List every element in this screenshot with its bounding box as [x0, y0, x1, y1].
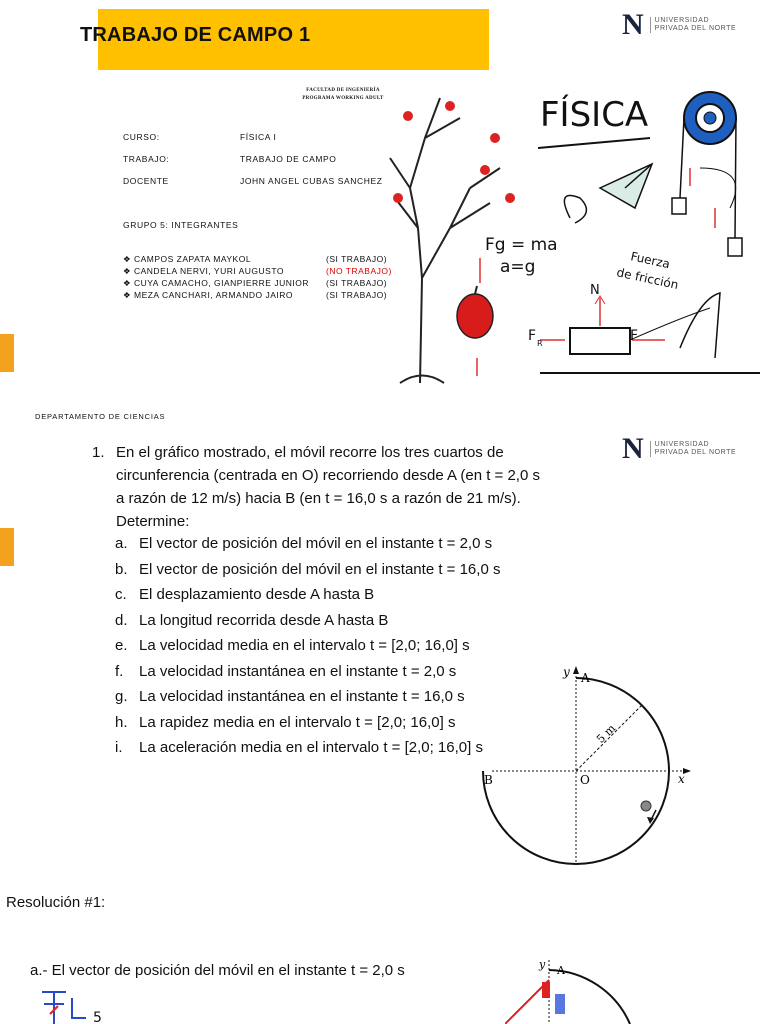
list-item: ❖ CANDELA NERVI, YURI AUGUSTO (NO TRABAJO) [123, 266, 392, 276]
point-a-label: A [581, 671, 590, 685]
partial-y-label: y [539, 958, 546, 971]
curso-label: CURSO: [123, 132, 160, 142]
list-item: f. La velocidad instantánea en el instante t = 2,0 s [115, 662, 457, 680]
friction-block-icon [540, 293, 760, 373]
friction-force-label: F [528, 328, 537, 344]
page-title: TRABAJO DE CAMPO 1 [80, 24, 311, 46]
paper-plane-icon [600, 164, 652, 208]
problem-statement [92, 441, 547, 533]
side-tab [0, 334, 14, 372]
partial-diagram [505, 956, 635, 1024]
list-item: b. El vector de posición del móvil en el instante t = 16,0 s [115, 560, 501, 578]
group-heading: GRUPO 5: INTEGRANTES [123, 220, 239, 230]
partial-a-label: A [557, 964, 565, 977]
apple-tree-icon [390, 98, 500, 383]
list-item: i. La aceleración media en el intervalo t = [2,0; 16,0] s [115, 739, 483, 756]
fuerza-label: Fuerza [629, 249, 672, 272]
friction-force-sub: R [537, 339, 543, 348]
problem-text: En el gráfico mostrado, el móvil recorre los tres cuartos de circunferencia (centrada en O) recorriendo desde A (en t = 2,0 s a razón de 12 m/s) hacia B (en t = 16,0 s a razón de 21 m/s). Determine: [116, 444, 540, 530]
docente-value: JOHN ANGEL CUBAS SANCHEZ [240, 176, 383, 186]
resolution-heading: Resolución #1: [6, 894, 106, 911]
department-label: DEPARTAMENTO DE CIENCIAS [35, 412, 166, 421]
list-item: e. La velocidad media en el intervalo t = [2,0; 16,0] s [115, 637, 470, 654]
trabajo-value: TRABAJO DE CAMPO [240, 154, 337, 164]
trabajo-label: TRABAJO: [123, 154, 170, 164]
equation-a: a=g [500, 257, 536, 277]
list-item: d. La longitud recorrida desde A hasta B [115, 611, 389, 629]
logo-n-icon: N [622, 432, 644, 465]
normal-force-label: N [590, 283, 600, 298]
physics-illustration [380, 78, 765, 388]
resolution-part-a: a.- El vector de posición del móvil en el instante t = 2,0 s [30, 962, 405, 979]
axis-y-label: y [563, 665, 570, 679]
problem-number: 1. [92, 444, 105, 461]
origin-label: O [580, 773, 590, 787]
circle-diagram [478, 660, 698, 870]
member-list [123, 254, 423, 302]
list-item: ❖ MEZA CANCHARI, ARMANDO JAIRO (SI TRABAJO) [123, 290, 388, 300]
point-b-label: B [484, 773, 493, 787]
vector-sketch [38, 984, 128, 1024]
applied-force-label: F [630, 328, 639, 344]
list-item: ❖ CAMPOS ZAPATA MAYKOL (SI TRABAJO) [123, 254, 388, 264]
curso-value: FÍSICA I [240, 132, 277, 142]
faculty-heading: FACULTAD DE INGENIERÍA PROGRAMA WORKING ADULT [302, 88, 384, 101]
list-item: h. La rapidez media en el intervalo t = [2,0; 16,0] s [115, 713, 456, 731]
logo-name: UNIVERSIDAD PRIVADA DEL NORTE [650, 17, 737, 33]
university-logo [622, 10, 736, 40]
fragment-number: 5 [93, 1010, 102, 1024]
list-item: a. El vector de posición del móvil en el instante t = 2,0 s [115, 535, 493, 552]
logo-n-icon: N [622, 8, 644, 41]
radius-label: 5 m [594, 721, 619, 746]
pulley-icon [672, 92, 742, 256]
logo-name: UNIVERSIDAD PRIVADA DEL NORTE [650, 441, 737, 457]
list-item: c. El desplazamiento desde A hasta B [115, 586, 375, 603]
docente-label: DOCENTE [123, 176, 169, 186]
course-info [123, 132, 423, 192]
equation-fg: Fg = ma [485, 235, 558, 255]
list-item: g. La velocidad instantánea en el instante t = 16,0 s [115, 688, 465, 705]
falling-apple-icon [457, 258, 493, 376]
university-logo [622, 434, 736, 464]
list-item: ❖ CUYA CAMACHO, GIANPIERRE JUNIOR (SI TRABAJO) [123, 278, 388, 288]
friccion-label: de fricción [615, 265, 680, 292]
mobile-point [641, 801, 651, 811]
axis-x-label: x [678, 772, 685, 786]
side-tab [0, 528, 14, 566]
fisica-title: FÍSICA [540, 95, 649, 135]
